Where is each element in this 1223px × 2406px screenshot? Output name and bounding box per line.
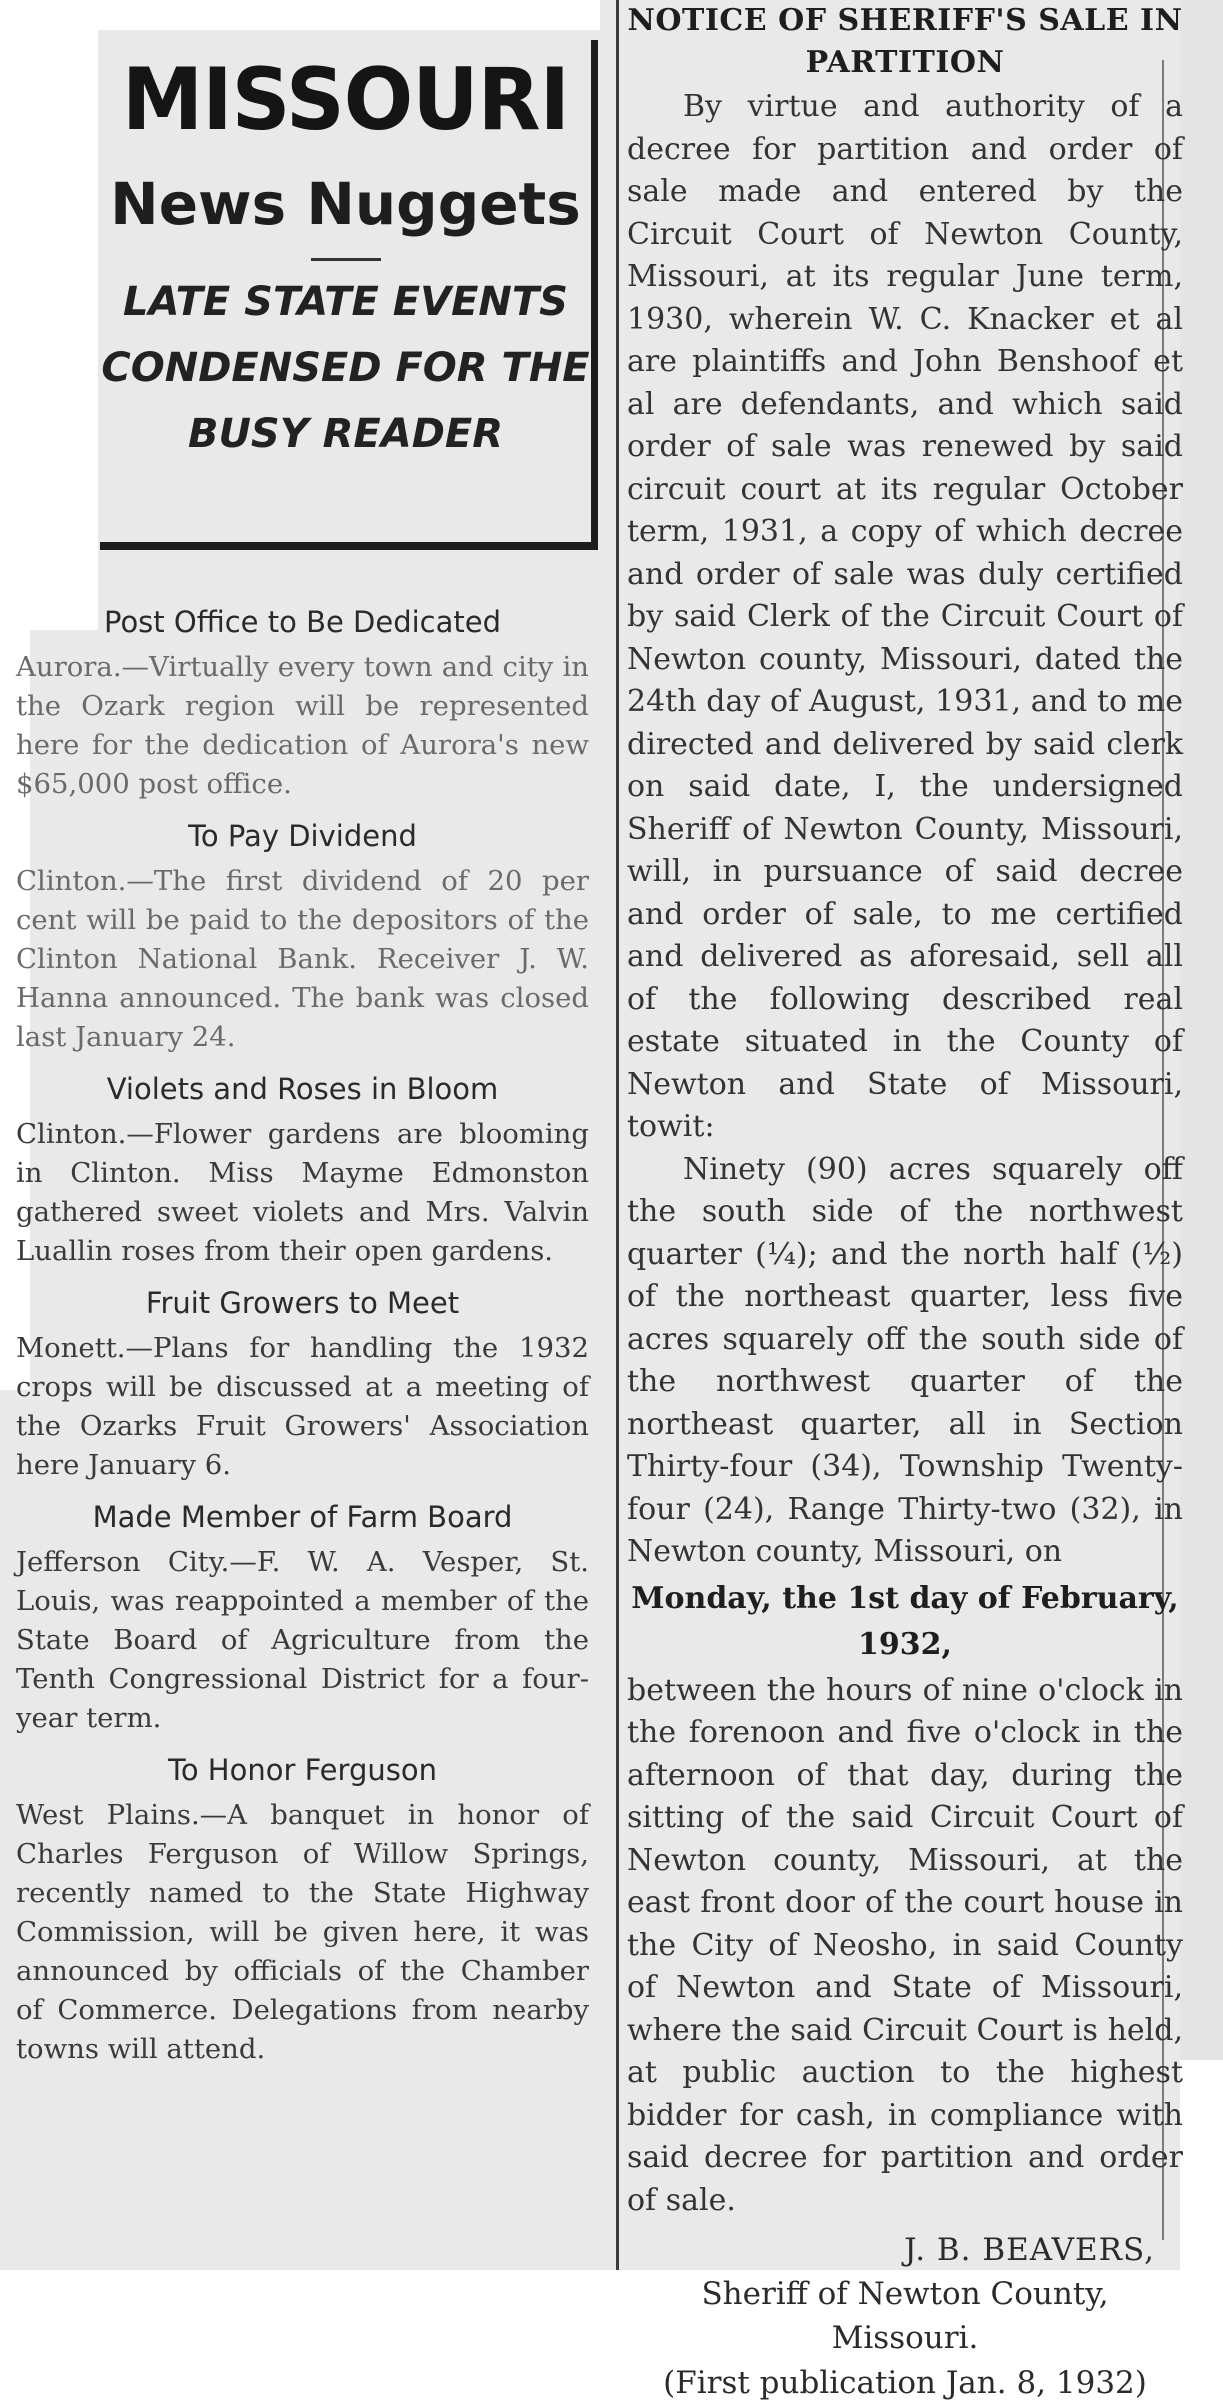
publication-note: (First publication Jan. 8, 1932): [663, 2365, 1147, 2401]
sale-date: 1932,: [858, 1626, 952, 1662]
masthead-subtitle: News Nuggets: [110, 170, 581, 238]
masthead: [100, 40, 598, 550]
article: [10, 1071, 595, 1271]
masthead-divider: [311, 258, 381, 261]
newsprint-block: [1180, 0, 1223, 2060]
sale-date: Monday, the 1st day of February,: [631, 1580, 1179, 1616]
column-rule: [616, 0, 619, 2270]
article: [10, 1499, 595, 1738]
notice-headline: PARTITION: [805, 45, 1005, 80]
news-column: [10, 590, 595, 2069]
masthead-tagline-line: CONDENSED FOR THE: [101, 345, 590, 391]
article-headline: Post Office to Be Dedicated: [103, 605, 502, 639]
article: [10, 1285, 595, 1485]
article: [10, 604, 595, 804]
article-body: Clinton.—Flower gardens are blooming in Clinton. Miss Mayme Edmonston gathered sweet violets and Mrs. Valvin Luallin roses from their open gardens.: [16, 1118, 589, 1267]
article-body: West Plains.—A banquet in honor of Charles Ferguson of Willow Springs, recently named to the State Highway Commission, will be given here, it was announced by officials of the Chamber of Commerce. Delegations from nearby towns will attend.: [16, 1799, 589, 2065]
article-headline: Made Member of Farm Board: [92, 1500, 513, 1534]
notice-paragraph: Ninety (90) acres squarely off the south side of the northwest quarter (¼); and the north half (½) of the northeast quarter, less five acres squarely off the south side of the northwest quarter of the northeast quarter, all in Section Thirty-four (34), Township Twenty-four (24), Range Thirty-two (32), in Newton county, Missouri, on: [627, 1151, 1183, 1569]
signature-title: Sheriff of Newton County, Missouri.: [701, 2276, 1109, 2356]
article-headline: To Honor Ferguson: [168, 1753, 437, 1787]
article-body: Monett.—Plans for handling the 1932 crops will be discussed at a meeting of the Ozarks Fruit Growers' Association here January 6.: [16, 1332, 589, 1481]
article-body: Clinton.—The first dividend of 20 per cent will be paid to the depositors of the Clinton National Bank. Receiver J. W. Hanna announced. The bank was closed last January 24.: [16, 865, 589, 1053]
article-body: Jefferson City.—F. W. A. Vesper, St. Louis, was reappointed a member of the State Board of Agriculture from the Tenth Congressional District for a four-year term.: [16, 1546, 589, 1734]
article-headline: Violets and Roses in Bloom: [106, 1072, 499, 1106]
masthead-title: MISSOURI: [121, 50, 570, 150]
notice-paragraph: By virtue and authority of a decree for partition and order of sale made and entered by the Circuit Court of Newton County, Missouri, at its regular June term, 1930, wherein W. C. Knacker et al are plaintiffs and John Benshoof et al are defendants, and which said order of sale was renewed by said circuit court at its regular October term, 1931, a copy of which decree and order of sale was duly certified by said Clerk of the Circuit Court of Newton county, Missouri, dated the 24th day of August, 1931, and to me directed and delivered by said clerk on said date, I, the undersigned Sheriff of Newton County, Missouri, will, in pursuance of said decree and order of sale, to me certified and delivered as aforesaid, sell all of the following described real estate situated in the County of Newton and State of Missouri, towit:: [627, 89, 1183, 1144]
notice-headline: NOTICE OF SHERIFF'S SALE IN: [627, 3, 1183, 38]
article-headline: Fruit Growers to Meet: [145, 1286, 460, 1320]
notice-paragraph: between the hours of nine o'clock in the forenoon and five o'clock in the afternoon of that day, during the sitting of the said Circuit Court of Newton county, Missouri, at the east front door of the court house in the City of Neosho, in said County of Newton and State of Missouri, where the said Circuit Court is held, at public auction to the highest bidder for cash, in compliance with said decree for partition and order of sale.: [627, 1672, 1183, 2218]
legal-notice: [625, 2, 1185, 2406]
signature-name: J. B. BEAVERS,: [904, 2232, 1155, 2268]
article: [10, 1752, 595, 2069]
article: [10, 818, 595, 1057]
article-body: Aurora.—Virtually every town and city in the Ozark region will be represented here for the dedication of Aurora's new $65,000 post office.: [16, 651, 589, 800]
article-headline: To Pay Dividend: [188, 819, 417, 853]
masthead-tagline-line: BUSY READER: [187, 411, 504, 457]
masthead-tagline-line: LATE STATE EVENTS: [123, 279, 568, 325]
